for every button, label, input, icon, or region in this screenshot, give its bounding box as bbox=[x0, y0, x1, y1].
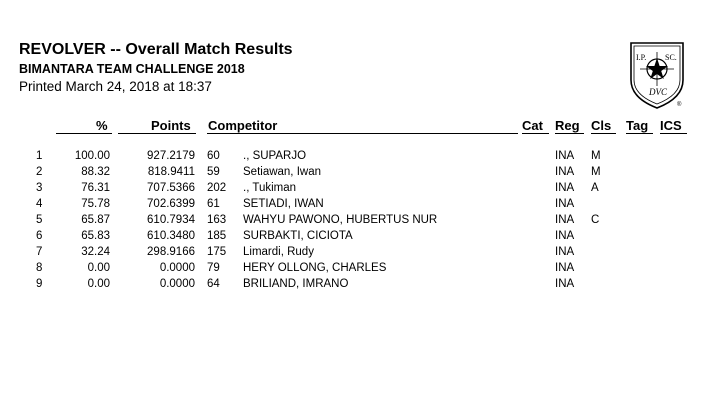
cell-place: 5 bbox=[36, 214, 43, 226]
col-underline-tag bbox=[626, 133, 653, 134]
cell-reg: INA bbox=[555, 278, 575, 290]
col-underline-competitor bbox=[207, 133, 518, 134]
cell-place: 6 bbox=[36, 230, 43, 242]
cell-cls: M bbox=[591, 166, 601, 178]
cell-points: 818.9411 bbox=[147, 166, 195, 178]
cell-reg: INA bbox=[555, 166, 575, 178]
cell-name: SETIADI, IWAN bbox=[243, 198, 324, 210]
col-header-percent: % bbox=[96, 118, 108, 133]
cell-place: 3 bbox=[36, 182, 43, 194]
cell-cls: M bbox=[591, 150, 601, 162]
cell-percent: 0.00 bbox=[87, 262, 110, 274]
cell-cls: A bbox=[591, 182, 599, 194]
cell-name: BRILIAND, IMRANO bbox=[243, 278, 349, 290]
cell-name: ., Tukiman bbox=[243, 182, 297, 194]
match-name: BIMANTARA TEAM CHALLENGE 2018 bbox=[19, 62, 245, 76]
cell-percent: 0.00 bbox=[87, 278, 110, 290]
cell-place: 2 bbox=[36, 166, 43, 178]
cell-name: Setiawan, Iwan bbox=[243, 166, 321, 178]
cell-percent: 88.32 bbox=[81, 166, 110, 178]
cell-num: 59 bbox=[207, 166, 220, 178]
col-header-competitor: Competitor bbox=[208, 118, 278, 133]
col-underline-cat bbox=[522, 133, 549, 134]
cell-reg: INA bbox=[555, 150, 575, 162]
col-header-cat: Cat bbox=[522, 118, 543, 133]
logo-text-left: I.P. bbox=[636, 53, 647, 62]
cell-percent: 75.78 bbox=[81, 198, 110, 210]
logo-registered-mark: ® bbox=[677, 102, 682, 108]
cell-name: SURBAKTI, CICIOTA bbox=[243, 230, 353, 242]
col-header-points: Points bbox=[151, 118, 191, 133]
cell-name: ., SUPARJO bbox=[243, 150, 307, 162]
cell-points: 0.0000 bbox=[159, 262, 195, 274]
cell-num: 64 bbox=[207, 278, 220, 290]
cell-num: 61 bbox=[207, 198, 220, 210]
cell-percent: 65.83 bbox=[81, 230, 110, 242]
cell-percent: 100.00 bbox=[74, 150, 110, 162]
report-title: REVOLVER -- Overall Match Results bbox=[19, 41, 293, 58]
cell-num: 163 bbox=[207, 214, 227, 226]
col-underline-points bbox=[118, 133, 196, 134]
col-underline-percent bbox=[56, 133, 112, 134]
col-header-cls: Cls bbox=[591, 118, 612, 133]
col-underline-ics bbox=[660, 133, 687, 134]
cell-num: 202 bbox=[207, 182, 227, 194]
cell-num: 175 bbox=[207, 246, 227, 258]
cell-num: 185 bbox=[207, 230, 227, 242]
cell-points: 702.6399 bbox=[147, 198, 195, 210]
cell-points: 610.3480 bbox=[147, 230, 195, 242]
col-header-ics: ICS bbox=[660, 118, 682, 133]
cell-points: 927.2179 bbox=[147, 150, 195, 162]
printed-timestamp: Printed March 24, 2018 at 18:37 bbox=[19, 79, 212, 94]
cell-num: 79 bbox=[207, 262, 220, 274]
col-underline-reg bbox=[555, 133, 584, 134]
cell-place: 8 bbox=[36, 262, 43, 274]
cell-percent: 32.24 bbox=[81, 246, 110, 258]
cell-points: 707.5366 bbox=[147, 182, 195, 194]
cell-percent: 65.87 bbox=[81, 214, 110, 226]
cell-place: 1 bbox=[36, 150, 43, 162]
col-header-reg: Reg bbox=[555, 118, 580, 133]
cell-points: 298.9166 bbox=[147, 246, 195, 258]
cell-num: 60 bbox=[207, 150, 220, 162]
col-underline-cls bbox=[591, 133, 616, 134]
cell-percent: 76.31 bbox=[81, 182, 110, 194]
ipsc-logo-icon bbox=[628, 40, 686, 110]
cell-place: 9 bbox=[36, 278, 43, 290]
logo-motto: DVC bbox=[649, 87, 667, 97]
cell-reg: INA bbox=[555, 198, 575, 210]
cell-points: 610.7934 bbox=[147, 214, 195, 226]
logo-text-right: SC. bbox=[665, 53, 677, 62]
cell-name: HERY OLLONG, CHARLES bbox=[243, 262, 387, 274]
cell-reg: INA bbox=[555, 230, 575, 242]
cell-name: WAHYU PAWONO, HUBERTUS NUR bbox=[243, 214, 438, 226]
cell-place: 7 bbox=[36, 246, 43, 258]
col-header-tag: Tag bbox=[626, 118, 649, 133]
cell-points: 0.0000 bbox=[159, 278, 195, 290]
cell-place: 4 bbox=[36, 198, 43, 210]
cell-name: Limardi, Rudy bbox=[243, 246, 314, 258]
cell-reg: INA bbox=[555, 182, 575, 194]
cell-reg: INA bbox=[555, 214, 575, 226]
cell-reg: INA bbox=[555, 246, 575, 258]
cell-reg: INA bbox=[555, 262, 575, 274]
cell-cls: C bbox=[591, 214, 600, 226]
